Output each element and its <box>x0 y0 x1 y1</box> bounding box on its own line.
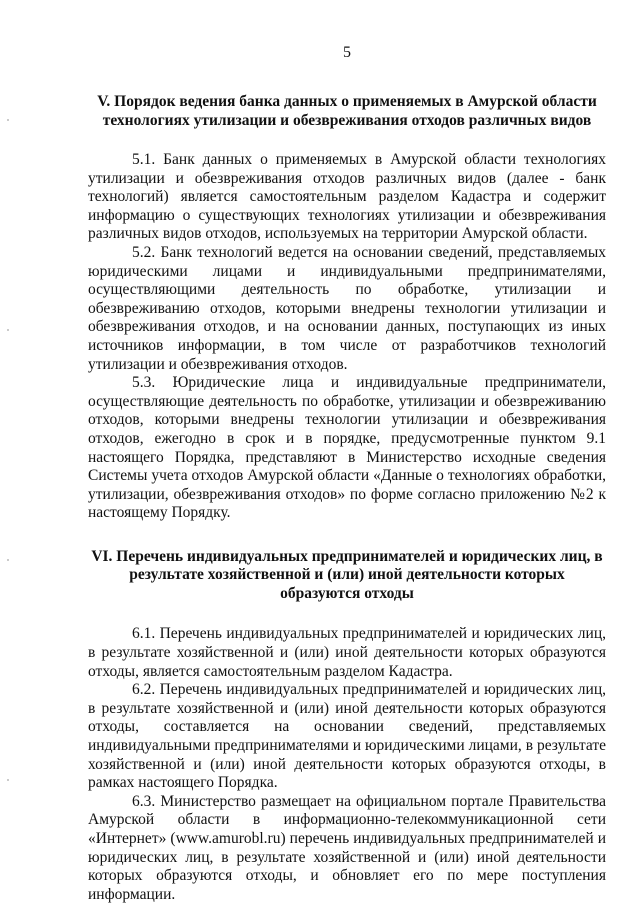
paragraph-6-3: 6.3. Министерство размещает на официальном портале Правительства Амурской области в информационно-телекоммуникационной сети «Интернет» (www.amurobl.ru) перечень индивидуальных предпринимателей и юридических лиц, в результате хозяйственной и (или) иной деятельности которых образуются отходы, и обновляет его по мере поступления информации. <box>88 792 606 903</box>
paragraph-6-1: 6.1. Перечень индивидуальных предпринимателей и юридических лиц, в результате хозяйственной и (или) иной деятельности которых образуются отходы, является самостоятельным разделом Кадастра. <box>88 625 606 680</box>
section-5-heading: V. Порядок ведения банка данных о применяемых в Амурской области технологиях утилизации и обезвреживания отходов различных видов <box>97 93 597 129</box>
paragraph-5-2: 5.2. Банк технологий ведется на основании сведений, представляемых юридическими лицами и индивидуальными предпринимателями, осуществляющими деятельность по обработке, утилизации и обезвреживанию отходов, которыми внедрены технологии утилизации и обезвреживания отходов, и на основании данных, поступающих из иных источников информации, в том числе от разработчиков технологий утилизации и обезвреживания отходов. <box>88 243 606 373</box>
section-5 <box>88 93 606 523</box>
paragraph-5-1: 5.1. Банк данных о применяемых в Амурской области технологиях утилизации и обезвреживания отходов различных видов (далее - банк технологий) является самостоятельным разделом Кадастра и содержит информацию о существующих технологиях утилизации и обезвреживания различных видов отходов, используемых на территории Амурской области. <box>88 151 606 243</box>
scan-binding-marks <box>6 0 10 905</box>
section-6-heading: VI. Перечень индивидуальных предпринимателей и юридических лиц, в результате хозяйственной и (или) иной деятельности которых образуются отходы <box>91 547 603 602</box>
paragraph-5-3: 5.3. Юридические лица и индивидуальные предприниматели, осуществляющие деятельность по обработке, утилизации и обезвреживанию отходов, которыми внедрены технологии утилизации и обезвреживания отходов, ежегодно в срок и в порядке, предусмотренные пунктом 9.1 настоящего Порядка, представляют в Министерство исходные сведения Системы учета отходов Амурской области «Данные о технологиях обработки, утилизации, обезвреживания отходов» по форме согласно приложению №2 к настоящему Порядку. <box>88 374 606 522</box>
section-6 <box>88 548 606 904</box>
paragraph-6-2: 6.2. Перечень индивидуальных предпринимателей и юридических лиц, в результате хозяйственной и (или) иной деятельности которых образуются отходы, составляется на основании сведений, представляемых индивидуальными предпринимателями и юридическими лицами, в результате хозяйственной и (или) иной деятельности которых образуются отходы, в рамках настоящего Порядка. <box>88 681 606 792</box>
page-number: 5 <box>343 44 351 61</box>
